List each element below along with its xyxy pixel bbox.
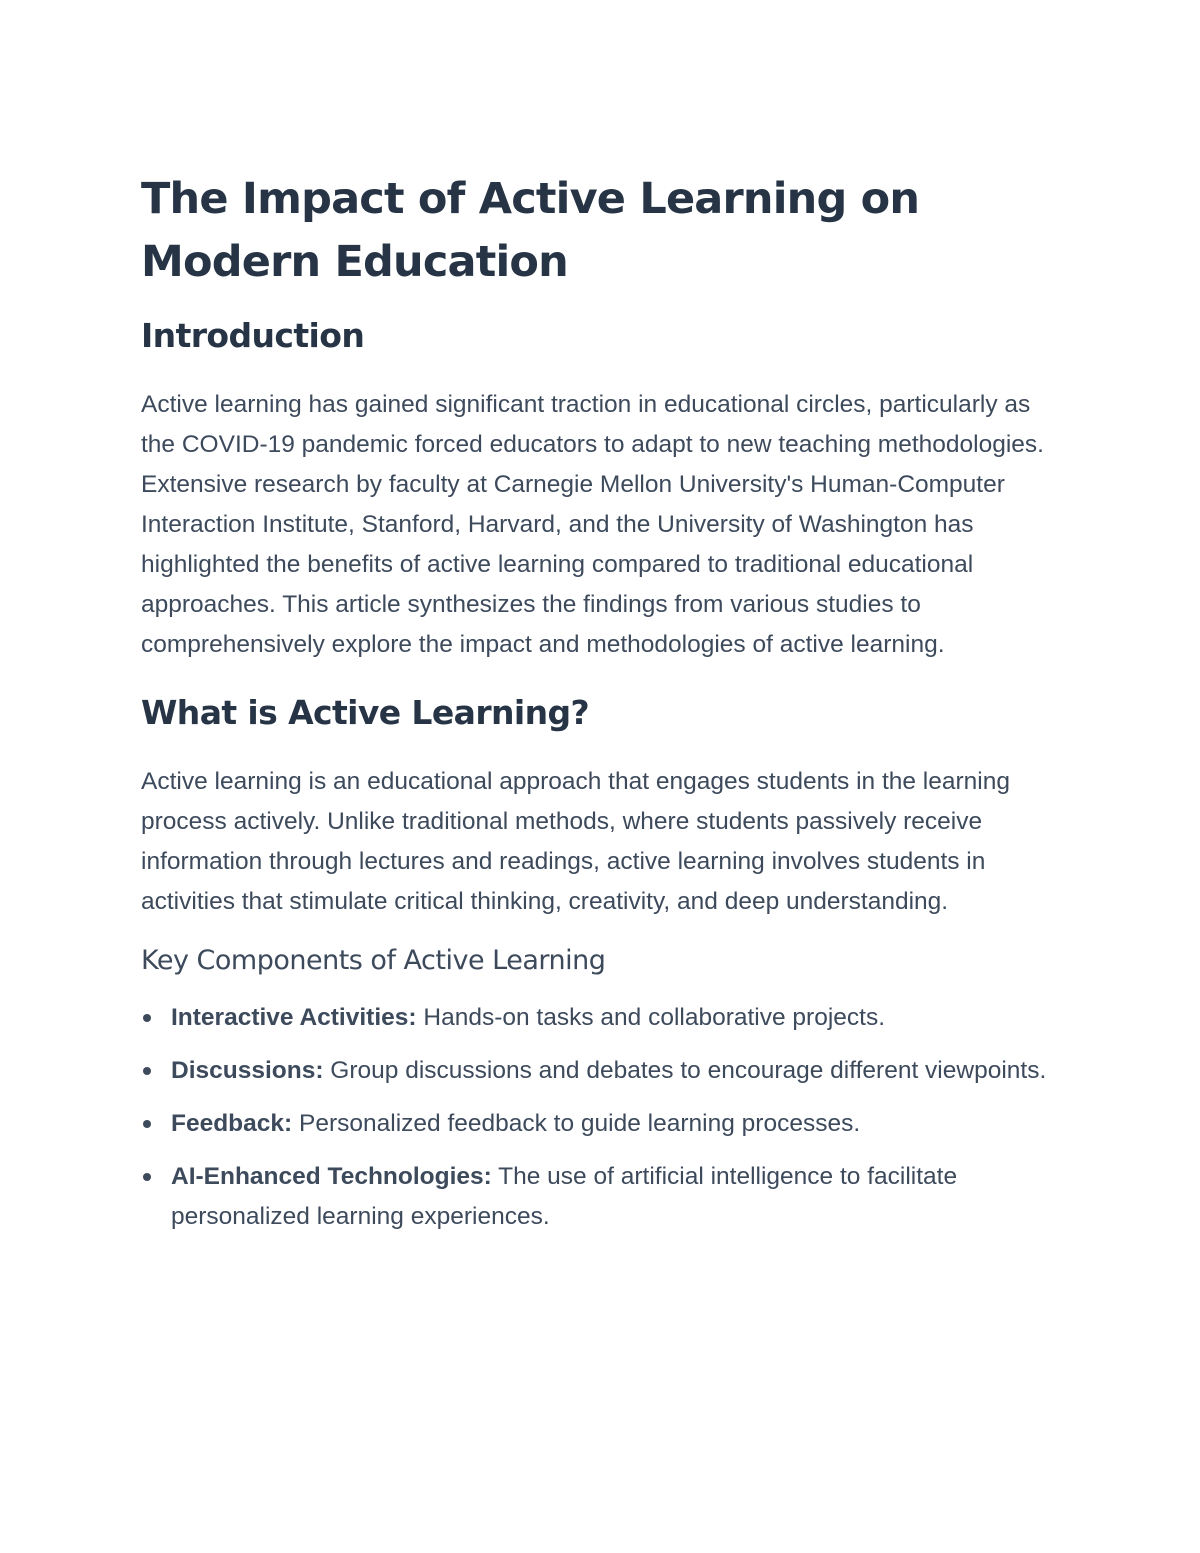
key-components-list xyxy=(141,998,1066,1237)
paragraph-introduction: Active learning has gained significant traction in educational circles, particularly as the COVID-19 pandemic forced educators to adapt to new teaching methodologies. Extensive research by faculty at Carnegie Mellon University's Human-Computer Interaction Institute, Stanford, Harvard, and the University of Washington has highlighted the benefits of active learning compared to traditional educational approaches. This article synthesizes the findings from various studies to comprehensively explore the impact and methodologies of active learning. xyxy=(141,391,1044,658)
list-item-text: Personalized feedback to guide learning processes. xyxy=(292,1110,861,1137)
list-item xyxy=(141,1051,1066,1091)
list-item xyxy=(141,1104,1066,1144)
list-item-text: Group discussions and debates to encourage different viewpoints. xyxy=(323,1057,1047,1084)
list-item-text: Hands-on tasks and collaborative projects. xyxy=(416,1004,886,1031)
subsection-heading-key-components: Key Components of Active Learning xyxy=(141,945,606,976)
list-item-text: The use of artificial intelligence to facilitate personalized learning experiences. xyxy=(171,1163,958,1230)
section-heading-what-is-active-learning: What is Active Learning? xyxy=(141,693,590,732)
list-item xyxy=(141,998,1066,1038)
bullet-icon xyxy=(143,1014,151,1022)
bullet-icon xyxy=(143,1120,151,1128)
bullet-icon xyxy=(143,1067,151,1075)
paragraph-what-is-active-learning: Active learning is an educational approach that engages students in the learning process actively. Unlike traditional methods, where students passively receive information through lectures and readings, active learning involves students in activities that stimulate critical thinking, creativity, and deep understanding. xyxy=(141,768,1010,915)
bullet-icon xyxy=(143,1173,151,1181)
section-heading-introduction: Introduction xyxy=(141,316,365,355)
list-item-term: AI-Enhanced Technologies: xyxy=(171,1163,492,1190)
document-title: The Impact of Active Learning on Modern Education xyxy=(141,174,920,287)
list-item xyxy=(141,1157,1066,1237)
list-item-term: Interactive Activities: xyxy=(171,1004,417,1031)
list-item-term: Discussions: xyxy=(171,1057,324,1084)
list-item-term: Feedback: xyxy=(171,1110,293,1137)
document-page xyxy=(141,168,1066,1250)
